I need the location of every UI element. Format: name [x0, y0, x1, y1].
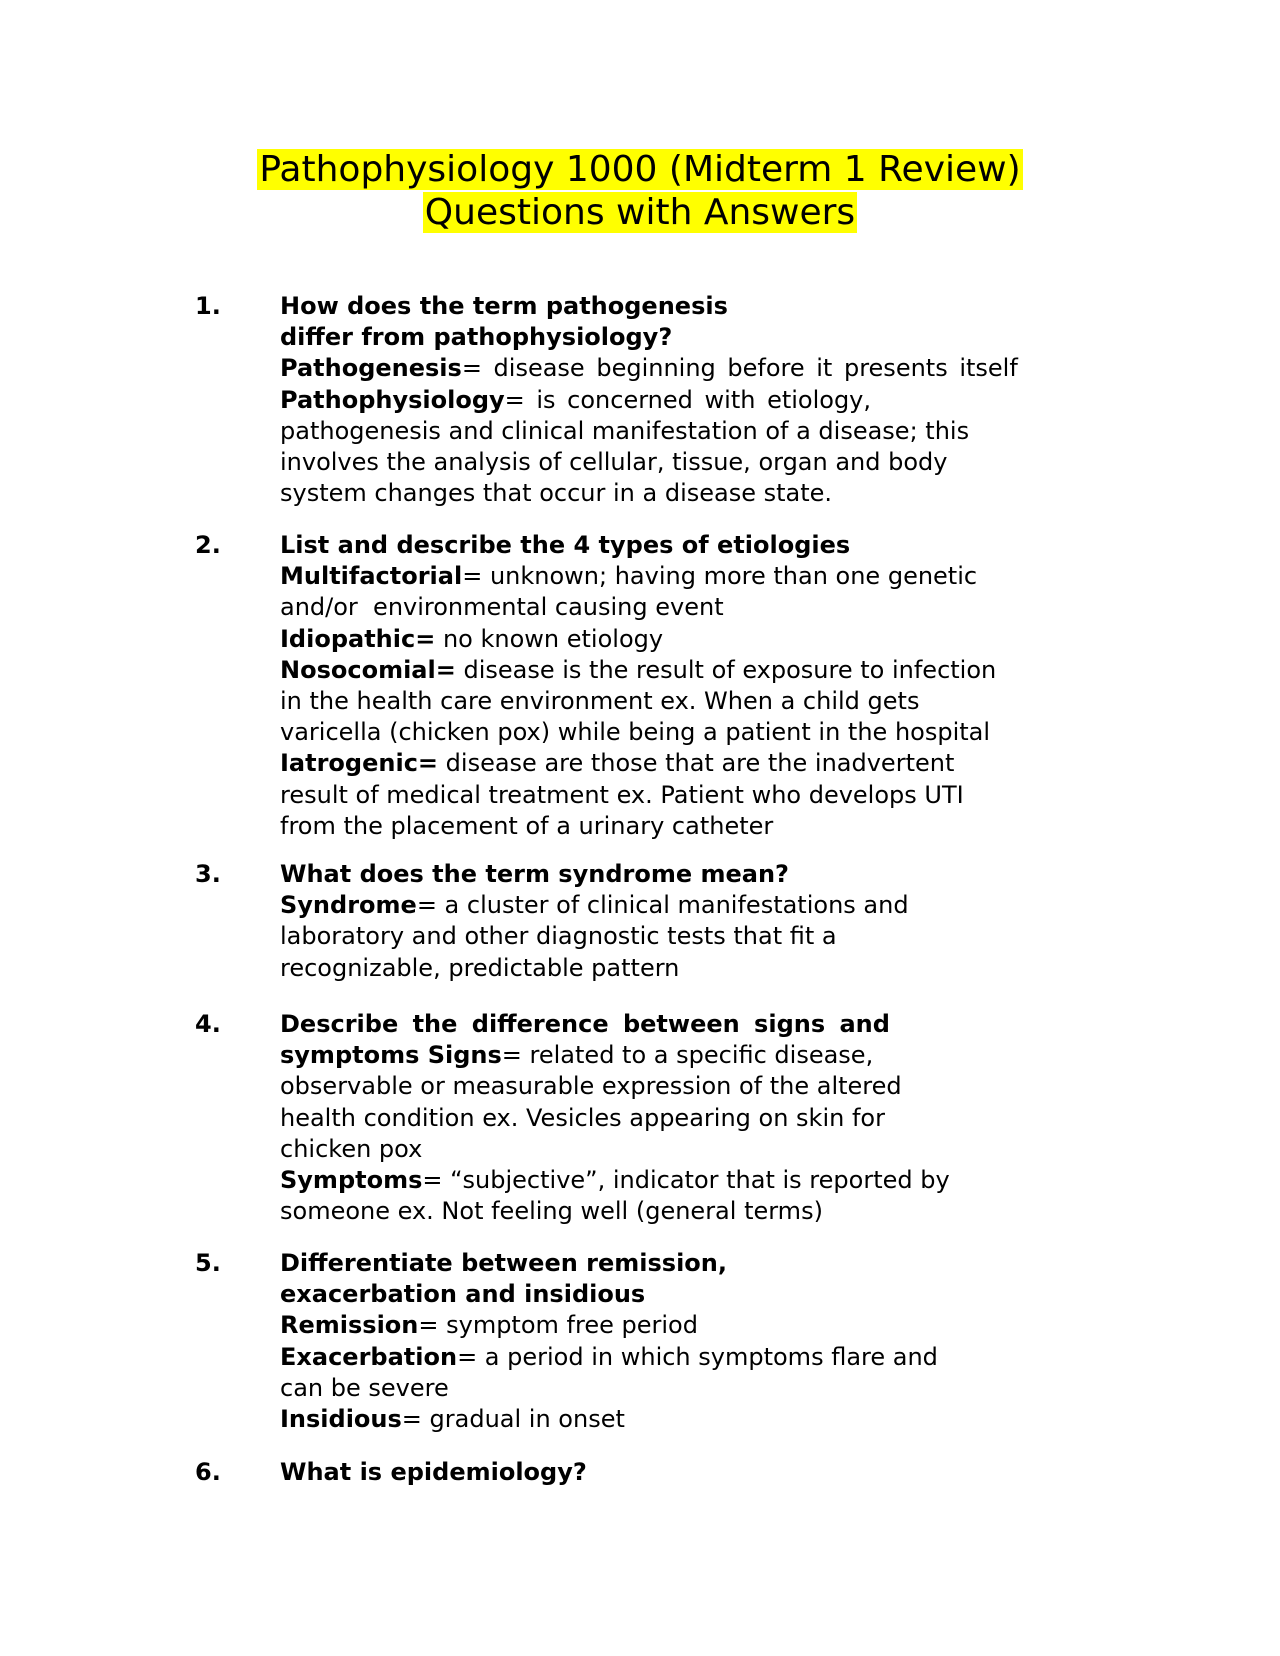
- answer-term: Nosocomial=: [280, 655, 456, 684]
- answer-text: = unknown; having more than one genetic: [462, 562, 978, 591]
- answer-term: Insidious: [280, 1405, 402, 1434]
- question-3: [195, 859, 1155, 984]
- question-text: What does the term syndrome mean?: [280, 860, 789, 888]
- answer-term: Exacerbation: [280, 1342, 458, 1371]
- answer-term: Signs: [419, 1041, 502, 1070]
- answer-text: = symptom free period: [418, 1311, 698, 1340]
- answer-text: = “subjective”, indicator that is reported by: [422, 1166, 950, 1195]
- answer-line: in the health care environment ex. When a child gets: [280, 687, 920, 716]
- answer-line: health condition ex. Vesicles appearing on skin for: [280, 1103, 885, 1132]
- answer-text: = is concerned with etiology,: [504, 385, 872, 414]
- answer-line: [280, 1040, 1140, 1071]
- answer-text: = a cluster of clinical manifestations and: [416, 891, 909, 920]
- answer-line: varicella (chicken pox) while being a patient in the hospital: [280, 718, 991, 747]
- answer-line: system changes that occur in a disease state.: [280, 479, 833, 508]
- answer-line: [280, 1310, 1140, 1341]
- question-1: [195, 291, 1155, 509]
- answer-line: someone ex. Not feeling well (general terms): [280, 1197, 823, 1226]
- answer-text: no known etiology: [435, 624, 664, 653]
- answer-line: from the placement of a urinary catheter: [280, 811, 774, 840]
- question-text: List and describe the 4 types of etiologies: [280, 531, 851, 559]
- answer-line: pathogenesis and clinical manifestation of a disease; this: [280, 416, 970, 445]
- title-line-1: Pathophysiology 1000 (Midterm 1 Review): [259, 149, 1021, 190]
- answer-text: disease are those that are the inadvertent: [438, 749, 955, 778]
- question-4: [195, 1009, 1155, 1227]
- answer-term: Multifactorial: [280, 562, 463, 591]
- answer-text: = a period in which symptoms flare and: [457, 1342, 938, 1371]
- answer-text: = disease beginning before it presents itself: [461, 354, 1018, 383]
- question-text: What is epidemiology?: [280, 1458, 587, 1486]
- question-text: Differentiate between remission,: [280, 1249, 727, 1277]
- question-text: symptoms: [280, 1041, 420, 1070]
- answer-term: Symptoms: [280, 1166, 423, 1195]
- answer-term: Idiopathic=: [280, 624, 436, 653]
- answer-line: [280, 748, 1140, 779]
- answer-text: = gradual in onset: [401, 1405, 625, 1434]
- answer-term: Pathogenesis: [280, 354, 462, 383]
- answer-term: Remission: [280, 1311, 419, 1340]
- question-number: 6.: [195, 1458, 221, 1486]
- question-text: exacerbation and insidious: [280, 1280, 646, 1309]
- question-number: 3.: [195, 860, 221, 888]
- answer-line: [280, 1342, 1140, 1373]
- question-text: Describe the difference between signs and: [280, 1010, 890, 1038]
- answer-line: chicken pox: [280, 1134, 423, 1163]
- answer-text: = related to a specific disease,: [501, 1041, 874, 1070]
- answer-line: and/or environmental causing event: [280, 593, 724, 622]
- question-5: [195, 1248, 1155, 1435]
- answer-line: [280, 561, 1140, 592]
- question-6: [195, 1457, 1155, 1488]
- answer-line: involves the analysis of cellular, tissue, organ and body: [280, 448, 948, 477]
- answer-line: [280, 353, 1140, 384]
- question-number: 4.: [195, 1010, 221, 1038]
- answer-line: [280, 385, 1140, 416]
- question-text: How does the term pathogenesis: [280, 292, 728, 320]
- question-2: [195, 530, 1155, 842]
- answer-term: Syndrome: [280, 891, 417, 920]
- question-number: 5.: [195, 1249, 221, 1277]
- answer-text: disease is the result of exposure to infection: [455, 655, 997, 684]
- answer-line: laboratory and other diagnostic tests that fit a: [280, 922, 837, 951]
- answer-term: Iatrogenic=: [280, 749, 439, 778]
- answer-line: recognizable, predictable pattern: [280, 953, 680, 982]
- title-line-2: Questions with Answers: [424, 192, 856, 233]
- answer-line: can be severe: [280, 1373, 449, 1402]
- answer-line: [280, 624, 1140, 655]
- question-number: 1.: [195, 292, 221, 320]
- answer-line: [280, 655, 1140, 686]
- question-number: 2.: [195, 531, 221, 559]
- question-text: differ from pathophysiology?: [280, 323, 673, 352]
- answer-term: Pathophysiology: [280, 385, 505, 414]
- document-title: [0, 148, 1280, 234]
- answer-line: [280, 1165, 1140, 1196]
- answer-line: [280, 890, 1140, 921]
- answer-line: [280, 1404, 1140, 1435]
- answer-line: result of medical treatment ex. Patient who develops UTI: [280, 780, 964, 809]
- answer-line: observable or measurable expression of the altered: [280, 1072, 902, 1101]
